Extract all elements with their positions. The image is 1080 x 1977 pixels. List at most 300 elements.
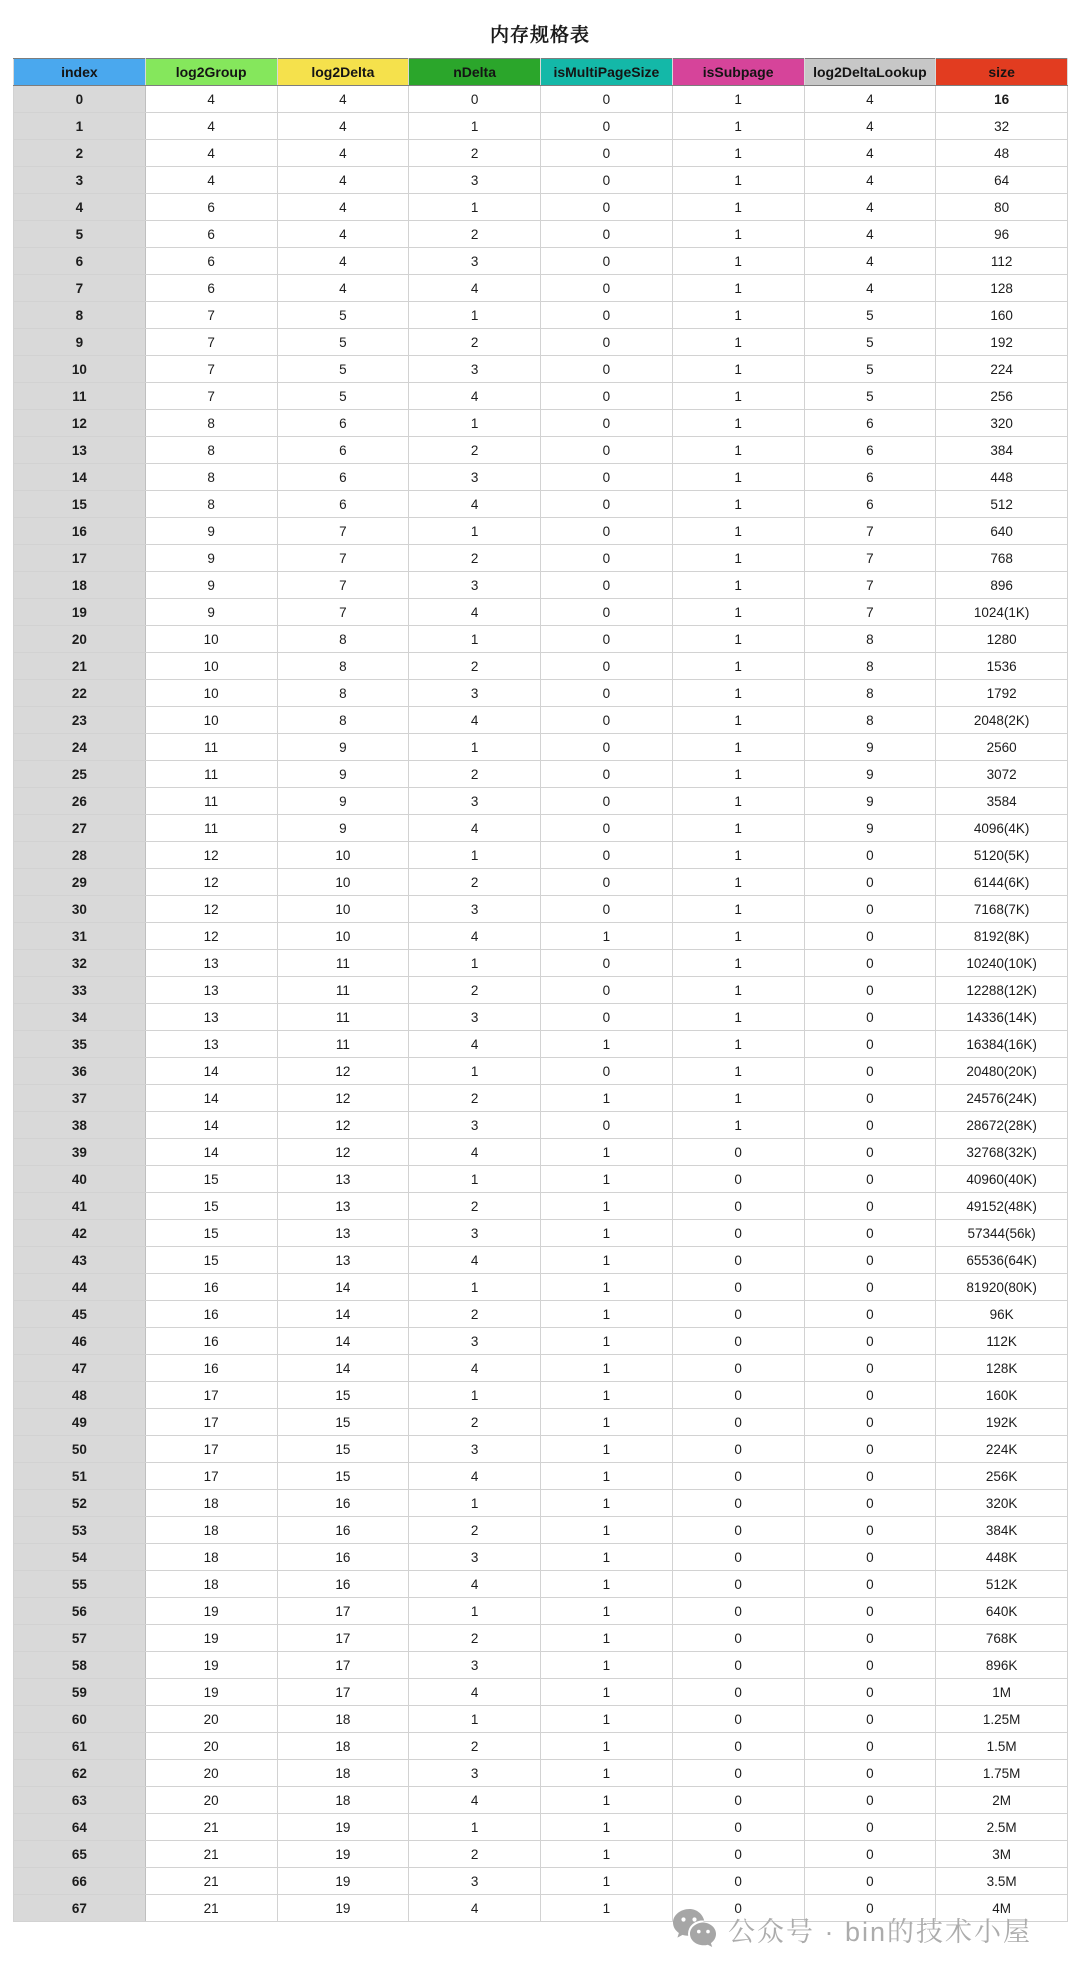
cell-isSubpage: 1 bbox=[672, 491, 804, 518]
cell-size: 2M bbox=[936, 1787, 1068, 1814]
cell-isMultiPageSize: 1 bbox=[541, 1274, 673, 1301]
cell-size: 2560 bbox=[936, 734, 1068, 761]
cell-log2Group: 16 bbox=[145, 1355, 277, 1382]
cell-log2DeltaLookup: 5 bbox=[804, 302, 936, 329]
cell-index: 54 bbox=[14, 1544, 146, 1571]
table-row bbox=[14, 248, 1068, 275]
cell-log2Delta: 9 bbox=[277, 734, 409, 761]
cell-nDelta: 3 bbox=[409, 1328, 541, 1355]
cell-index: 62 bbox=[14, 1760, 146, 1787]
table-row bbox=[14, 1436, 1068, 1463]
cell-isSubpage: 0 bbox=[672, 1301, 804, 1328]
cell-log2Delta: 18 bbox=[277, 1760, 409, 1787]
cell-isMultiPageSize: 0 bbox=[541, 815, 673, 842]
cell-log2DeltaLookup: 9 bbox=[804, 734, 936, 761]
cell-nDelta: 2 bbox=[409, 329, 541, 356]
cell-nDelta: 1 bbox=[409, 1166, 541, 1193]
cell-isSubpage: 1 bbox=[672, 518, 804, 545]
table-row bbox=[14, 842, 1068, 869]
cell-log2Group: 14 bbox=[145, 1085, 277, 1112]
column-header-log2Delta: log2Delta bbox=[277, 59, 409, 86]
cell-isMultiPageSize: 1 bbox=[541, 1733, 673, 1760]
cell-nDelta: 3 bbox=[409, 1004, 541, 1031]
cell-log2Delta: 7 bbox=[277, 572, 409, 599]
cell-log2DeltaLookup: 4 bbox=[804, 194, 936, 221]
cell-size: 160K bbox=[936, 1382, 1068, 1409]
table-row bbox=[14, 1571, 1068, 1598]
cell-log2Group: 10 bbox=[145, 680, 277, 707]
cell-log2DeltaLookup: 4 bbox=[804, 86, 936, 113]
cell-isMultiPageSize: 0 bbox=[541, 1058, 673, 1085]
cell-isSubpage: 1 bbox=[672, 1085, 804, 1112]
cell-log2Delta: 7 bbox=[277, 599, 409, 626]
cell-isSubpage: 0 bbox=[672, 1139, 804, 1166]
cell-size: 5120(5K) bbox=[936, 842, 1068, 869]
cell-log2Delta: 8 bbox=[277, 680, 409, 707]
cell-log2DeltaLookup: 0 bbox=[804, 1301, 936, 1328]
cell-log2DeltaLookup: 0 bbox=[804, 842, 936, 869]
cell-size: 1M bbox=[936, 1679, 1068, 1706]
cell-size: 896 bbox=[936, 572, 1068, 599]
cell-index: 26 bbox=[14, 788, 146, 815]
cell-size: 80 bbox=[936, 194, 1068, 221]
cell-log2DeltaLookup: 0 bbox=[804, 1166, 936, 1193]
cell-isSubpage: 1 bbox=[672, 950, 804, 977]
cell-isMultiPageSize: 0 bbox=[541, 761, 673, 788]
cell-isMultiPageSize: 1 bbox=[541, 1409, 673, 1436]
cell-log2DeltaLookup: 0 bbox=[804, 896, 936, 923]
cell-log2Delta: 12 bbox=[277, 1139, 409, 1166]
cell-size: 20480(20K) bbox=[936, 1058, 1068, 1085]
table-row bbox=[14, 545, 1068, 572]
cell-log2Delta: 11 bbox=[277, 1031, 409, 1058]
cell-isSubpage: 1 bbox=[672, 302, 804, 329]
cell-index: 27 bbox=[14, 815, 146, 842]
cell-index: 9 bbox=[14, 329, 146, 356]
cell-nDelta: 3 bbox=[409, 1760, 541, 1787]
cell-isMultiPageSize: 1 bbox=[541, 1652, 673, 1679]
cell-size: 224 bbox=[936, 356, 1068, 383]
cell-isSubpage: 0 bbox=[672, 1274, 804, 1301]
cell-size: 40960(40K) bbox=[936, 1166, 1068, 1193]
cell-isMultiPageSize: 0 bbox=[541, 383, 673, 410]
cell-log2Delta: 14 bbox=[277, 1355, 409, 1382]
memory-spec-table bbox=[13, 58, 1068, 1922]
cell-nDelta: 1 bbox=[409, 734, 541, 761]
cell-log2DeltaLookup: 0 bbox=[804, 1355, 936, 1382]
cell-isSubpage: 1 bbox=[672, 869, 804, 896]
cell-index: 23 bbox=[14, 707, 146, 734]
table-row bbox=[14, 1706, 1068, 1733]
cell-isSubpage: 1 bbox=[672, 1058, 804, 1085]
cell-isMultiPageSize: 0 bbox=[541, 437, 673, 464]
cell-log2Delta: 10 bbox=[277, 896, 409, 923]
cell-isSubpage: 1 bbox=[672, 275, 804, 302]
cell-nDelta: 3 bbox=[409, 680, 541, 707]
cell-size: 4096(4K) bbox=[936, 815, 1068, 842]
cell-log2DeltaLookup: 6 bbox=[804, 464, 936, 491]
cell-isSubpage: 0 bbox=[672, 1679, 804, 1706]
cell-log2Group: 11 bbox=[145, 788, 277, 815]
cell-log2Group: 19 bbox=[145, 1679, 277, 1706]
table-row bbox=[14, 1139, 1068, 1166]
cell-size: 24576(24K) bbox=[936, 1085, 1068, 1112]
cell-nDelta: 3 bbox=[409, 167, 541, 194]
cell-log2DeltaLookup: 9 bbox=[804, 788, 936, 815]
table-row bbox=[14, 113, 1068, 140]
table-row bbox=[14, 761, 1068, 788]
table-row bbox=[14, 86, 1068, 113]
cell-isMultiPageSize: 1 bbox=[541, 1814, 673, 1841]
cell-isSubpage: 0 bbox=[672, 1409, 804, 1436]
cell-isSubpage: 0 bbox=[672, 1598, 804, 1625]
table-row bbox=[14, 1112, 1068, 1139]
cell-index: 67 bbox=[14, 1895, 146, 1922]
cell-log2Group: 20 bbox=[145, 1706, 277, 1733]
cell-isSubpage: 1 bbox=[672, 167, 804, 194]
table-row bbox=[14, 491, 1068, 518]
cell-isMultiPageSize: 0 bbox=[541, 653, 673, 680]
cell-log2Delta: 13 bbox=[277, 1220, 409, 1247]
cell-index: 61 bbox=[14, 1733, 146, 1760]
cell-log2DeltaLookup: 0 bbox=[804, 1490, 936, 1517]
cell-isSubpage: 0 bbox=[672, 1571, 804, 1598]
cell-log2Delta: 14 bbox=[277, 1274, 409, 1301]
cell-nDelta: 3 bbox=[409, 1220, 541, 1247]
cell-log2Delta: 12 bbox=[277, 1058, 409, 1085]
cell-size: 64 bbox=[936, 167, 1068, 194]
cell-index: 55 bbox=[14, 1571, 146, 1598]
cell-log2Delta: 15 bbox=[277, 1409, 409, 1436]
cell-log2Group: 14 bbox=[145, 1139, 277, 1166]
cell-log2Delta: 18 bbox=[277, 1706, 409, 1733]
cell-isSubpage: 1 bbox=[672, 545, 804, 572]
cell-log2Group: 14 bbox=[145, 1058, 277, 1085]
cell-size: 768K bbox=[936, 1625, 1068, 1652]
table-row bbox=[14, 1085, 1068, 1112]
cell-nDelta: 4 bbox=[409, 1139, 541, 1166]
table-row bbox=[14, 302, 1068, 329]
cell-log2DeltaLookup: 6 bbox=[804, 410, 936, 437]
cell-size: 12288(12K) bbox=[936, 977, 1068, 1004]
table-row bbox=[14, 1409, 1068, 1436]
cell-isSubpage: 0 bbox=[672, 1787, 804, 1814]
cell-index: 46 bbox=[14, 1328, 146, 1355]
cell-isMultiPageSize: 1 bbox=[541, 1760, 673, 1787]
cell-log2DeltaLookup: 0 bbox=[804, 977, 936, 1004]
cell-isSubpage: 0 bbox=[672, 1544, 804, 1571]
cell-log2DeltaLookup: 4 bbox=[804, 221, 936, 248]
cell-size: 6144(6K) bbox=[936, 869, 1068, 896]
column-header-log2Group: log2Group bbox=[145, 59, 277, 86]
cell-isMultiPageSize: 1 bbox=[541, 1139, 673, 1166]
cell-size: 192 bbox=[936, 329, 1068, 356]
cell-log2Group: 12 bbox=[145, 923, 277, 950]
cell-log2Delta: 19 bbox=[277, 1895, 409, 1922]
cell-isMultiPageSize: 0 bbox=[541, 896, 673, 923]
table-row bbox=[14, 1760, 1068, 1787]
cell-index: 38 bbox=[14, 1112, 146, 1139]
cell-isSubpage: 1 bbox=[672, 815, 804, 842]
cell-size: 640 bbox=[936, 518, 1068, 545]
table-row bbox=[14, 1247, 1068, 1274]
cell-log2Delta: 9 bbox=[277, 815, 409, 842]
cell-index: 11 bbox=[14, 383, 146, 410]
cell-log2Group: 19 bbox=[145, 1625, 277, 1652]
cell-isSubpage: 1 bbox=[672, 194, 804, 221]
cell-size: 16384(16K) bbox=[936, 1031, 1068, 1058]
cell-index: 20 bbox=[14, 626, 146, 653]
cell-isSubpage: 0 bbox=[672, 1760, 804, 1787]
cell-isSubpage: 1 bbox=[672, 329, 804, 356]
cell-log2Delta: 4 bbox=[277, 275, 409, 302]
cell-size: 1792 bbox=[936, 680, 1068, 707]
cell-index: 51 bbox=[14, 1463, 146, 1490]
table-row bbox=[14, 1517, 1068, 1544]
cell-nDelta: 2 bbox=[409, 1085, 541, 1112]
cell-nDelta: 2 bbox=[409, 653, 541, 680]
cell-index: 10 bbox=[14, 356, 146, 383]
cell-nDelta: 4 bbox=[409, 1463, 541, 1490]
cell-isMultiPageSize: 1 bbox=[541, 1517, 673, 1544]
cell-nDelta: 4 bbox=[409, 1895, 541, 1922]
cell-nDelta: 4 bbox=[409, 923, 541, 950]
cell-log2Group: 18 bbox=[145, 1571, 277, 1598]
cell-log2Group: 21 bbox=[145, 1841, 277, 1868]
cell-log2Delta: 10 bbox=[277, 842, 409, 869]
cell-log2Group: 7 bbox=[145, 356, 277, 383]
cell-isSubpage: 0 bbox=[672, 1625, 804, 1652]
cell-log2DeltaLookup: 0 bbox=[804, 1274, 936, 1301]
table-row bbox=[14, 1193, 1068, 1220]
cell-index: 17 bbox=[14, 545, 146, 572]
cell-isSubpage: 1 bbox=[672, 383, 804, 410]
cell-log2DeltaLookup: 4 bbox=[804, 275, 936, 302]
cell-log2Group: 16 bbox=[145, 1328, 277, 1355]
cell-isMultiPageSize: 1 bbox=[541, 1355, 673, 1382]
cell-size: 2.5M bbox=[936, 1814, 1068, 1841]
cell-index: 22 bbox=[14, 680, 146, 707]
cell-size: 7168(7K) bbox=[936, 896, 1068, 923]
cell-log2DeltaLookup: 6 bbox=[804, 437, 936, 464]
cell-nDelta: 4 bbox=[409, 491, 541, 518]
column-header-nDelta: nDelta bbox=[409, 59, 541, 86]
cell-isSubpage: 0 bbox=[672, 1247, 804, 1274]
cell-nDelta: 3 bbox=[409, 248, 541, 275]
cell-index: 63 bbox=[14, 1787, 146, 1814]
cell-index: 12 bbox=[14, 410, 146, 437]
cell-log2Group: 10 bbox=[145, 653, 277, 680]
cell-log2Group: 8 bbox=[145, 491, 277, 518]
cell-nDelta: 3 bbox=[409, 788, 541, 815]
cell-log2Delta: 6 bbox=[277, 464, 409, 491]
wechat-icon bbox=[672, 1908, 718, 1950]
cell-index: 1 bbox=[14, 113, 146, 140]
cell-index: 42 bbox=[14, 1220, 146, 1247]
cell-size: 10240(10K) bbox=[936, 950, 1068, 977]
cell-log2Delta: 8 bbox=[277, 707, 409, 734]
cell-isSubpage: 1 bbox=[672, 977, 804, 1004]
cell-index: 47 bbox=[14, 1355, 146, 1382]
cell-log2Delta: 5 bbox=[277, 302, 409, 329]
cell-size: 768 bbox=[936, 545, 1068, 572]
cell-log2Delta: 8 bbox=[277, 653, 409, 680]
cell-size: 3M bbox=[936, 1841, 1068, 1868]
cell-index: 30 bbox=[14, 896, 146, 923]
cell-nDelta: 2 bbox=[409, 437, 541, 464]
cell-nDelta: 1 bbox=[409, 1490, 541, 1517]
table-row bbox=[14, 869, 1068, 896]
cell-isMultiPageSize: 0 bbox=[541, 734, 673, 761]
cell-log2DeltaLookup: 7 bbox=[804, 518, 936, 545]
cell-nDelta: 3 bbox=[409, 896, 541, 923]
cell-nDelta: 4 bbox=[409, 1247, 541, 1274]
cell-log2Delta: 6 bbox=[277, 491, 409, 518]
cell-size: 224K bbox=[936, 1436, 1068, 1463]
cell-log2Group: 9 bbox=[145, 599, 277, 626]
table-row bbox=[14, 1868, 1068, 1895]
cell-isMultiPageSize: 1 bbox=[541, 1328, 673, 1355]
cell-nDelta: 2 bbox=[409, 761, 541, 788]
cell-log2Group: 13 bbox=[145, 1004, 277, 1031]
cell-log2Delta: 17 bbox=[277, 1679, 409, 1706]
cell-log2Group: 6 bbox=[145, 275, 277, 302]
cell-isSubpage: 1 bbox=[672, 923, 804, 950]
table-row bbox=[14, 734, 1068, 761]
cell-log2Group: 12 bbox=[145, 896, 277, 923]
cell-log2Delta: 7 bbox=[277, 545, 409, 572]
cell-isMultiPageSize: 1 bbox=[541, 1382, 673, 1409]
cell-isSubpage: 0 bbox=[672, 1355, 804, 1382]
table-row bbox=[14, 1733, 1068, 1760]
cell-log2Group: 17 bbox=[145, 1382, 277, 1409]
cell-index: 16 bbox=[14, 518, 146, 545]
cell-log2Delta: 8 bbox=[277, 626, 409, 653]
cell-index: 40 bbox=[14, 1166, 146, 1193]
table-row bbox=[14, 1328, 1068, 1355]
cell-size: 48 bbox=[936, 140, 1068, 167]
table-row bbox=[14, 572, 1068, 599]
cell-log2Group: 8 bbox=[145, 410, 277, 437]
cell-log2DeltaLookup: 0 bbox=[804, 1382, 936, 1409]
cell-nDelta: 2 bbox=[409, 1517, 541, 1544]
table-row bbox=[14, 1544, 1068, 1571]
cell-nDelta: 1 bbox=[409, 626, 541, 653]
cell-nDelta: 2 bbox=[409, 1193, 541, 1220]
cell-log2DeltaLookup: 9 bbox=[804, 761, 936, 788]
cell-isMultiPageSize: 0 bbox=[541, 842, 673, 869]
cell-isSubpage: 1 bbox=[672, 788, 804, 815]
cell-log2Group: 14 bbox=[145, 1112, 277, 1139]
table-row bbox=[14, 221, 1068, 248]
cell-log2Group: 9 bbox=[145, 545, 277, 572]
cell-size: 256K bbox=[936, 1463, 1068, 1490]
table-row bbox=[14, 275, 1068, 302]
footer-watermark bbox=[672, 1908, 1032, 1950]
table-row bbox=[14, 167, 1068, 194]
cell-log2Group: 15 bbox=[145, 1220, 277, 1247]
cell-isMultiPageSize: 1 bbox=[541, 1301, 673, 1328]
cell-log2Group: 12 bbox=[145, 842, 277, 869]
cell-isSubpage: 0 bbox=[672, 1490, 804, 1517]
cell-isMultiPageSize: 1 bbox=[541, 1220, 673, 1247]
cell-size: 16 bbox=[936, 86, 1068, 113]
cell-log2Delta: 11 bbox=[277, 1004, 409, 1031]
cell-log2Delta: 19 bbox=[277, 1868, 409, 1895]
cell-log2DeltaLookup: 0 bbox=[804, 1760, 936, 1787]
cell-log2Group: 8 bbox=[145, 464, 277, 491]
cell-isSubpage: 1 bbox=[672, 1004, 804, 1031]
cell-nDelta: 2 bbox=[409, 545, 541, 572]
cell-log2Group: 6 bbox=[145, 248, 277, 275]
cell-isMultiPageSize: 0 bbox=[541, 950, 673, 977]
cell-nDelta: 1 bbox=[409, 194, 541, 221]
cell-isMultiPageSize: 0 bbox=[541, 680, 673, 707]
cell-index: 28 bbox=[14, 842, 146, 869]
cell-size: 448 bbox=[936, 464, 1068, 491]
cell-log2Delta: 17 bbox=[277, 1652, 409, 1679]
cell-log2Delta: 19 bbox=[277, 1814, 409, 1841]
cell-index: 39 bbox=[14, 1139, 146, 1166]
cell-isSubpage: 1 bbox=[672, 437, 804, 464]
table-row bbox=[14, 437, 1068, 464]
cell-isSubpage: 1 bbox=[672, 896, 804, 923]
cell-index: 66 bbox=[14, 1868, 146, 1895]
cell-nDelta: 1 bbox=[409, 410, 541, 437]
cell-nDelta: 3 bbox=[409, 1652, 541, 1679]
cell-log2Delta: 12 bbox=[277, 1085, 409, 1112]
cell-nDelta: 1 bbox=[409, 1058, 541, 1085]
cell-isSubpage: 1 bbox=[672, 464, 804, 491]
table-row bbox=[14, 1463, 1068, 1490]
cell-size: 192K bbox=[936, 1409, 1068, 1436]
table-row bbox=[14, 329, 1068, 356]
cell-isMultiPageSize: 0 bbox=[541, 599, 673, 626]
cell-log2DeltaLookup: 0 bbox=[804, 1733, 936, 1760]
cell-index: 3 bbox=[14, 167, 146, 194]
cell-isSubpage: 1 bbox=[672, 86, 804, 113]
cell-nDelta: 4 bbox=[409, 1679, 541, 1706]
column-header-size: size bbox=[936, 59, 1068, 86]
cell-nDelta: 2 bbox=[409, 1625, 541, 1652]
cell-isMultiPageSize: 0 bbox=[541, 869, 673, 896]
cell-isSubpage: 1 bbox=[672, 1112, 804, 1139]
table-row bbox=[14, 1058, 1068, 1085]
cell-log2Group: 4 bbox=[145, 113, 277, 140]
cell-isMultiPageSize: 0 bbox=[541, 329, 673, 356]
cell-index: 13 bbox=[14, 437, 146, 464]
cell-log2Group: 21 bbox=[145, 1814, 277, 1841]
table-row bbox=[14, 1355, 1068, 1382]
cell-index: 5 bbox=[14, 221, 146, 248]
cell-isMultiPageSize: 1 bbox=[541, 1598, 673, 1625]
cell-log2DeltaLookup: 8 bbox=[804, 707, 936, 734]
cell-nDelta: 4 bbox=[409, 599, 541, 626]
cell-log2Delta: 4 bbox=[277, 248, 409, 275]
cell-log2Delta: 13 bbox=[277, 1247, 409, 1274]
cell-log2DeltaLookup: 0 bbox=[804, 1112, 936, 1139]
cell-index: 49 bbox=[14, 1409, 146, 1436]
cell-log2DeltaLookup: 0 bbox=[804, 1841, 936, 1868]
cell-nDelta: 2 bbox=[409, 140, 541, 167]
cell-nDelta: 1 bbox=[409, 1598, 541, 1625]
cell-log2Group: 9 bbox=[145, 572, 277, 599]
cell-index: 24 bbox=[14, 734, 146, 761]
cell-size: 8192(8K) bbox=[936, 923, 1068, 950]
cell-index: 25 bbox=[14, 761, 146, 788]
cell-log2Delta: 4 bbox=[277, 86, 409, 113]
cell-log2DeltaLookup: 0 bbox=[804, 1571, 936, 1598]
